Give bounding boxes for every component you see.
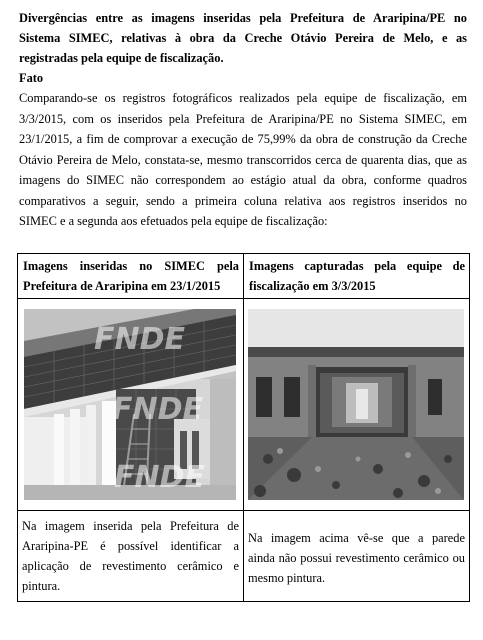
fiscalizacao-photo-cell xyxy=(244,299,470,511)
caption-line: mesmo pintura. xyxy=(248,571,326,585)
simec-building-photo xyxy=(24,309,236,500)
caption-line: ainda não possui revestimento cerâmico ou xyxy=(248,551,465,565)
header-line: Imagens capturadas pela equipe de xyxy=(249,259,465,273)
simec-caption xyxy=(18,511,244,602)
heading-line: Sistema SIMEC, relativas à obra da Creche Otávio Pereira de Melo, e as xyxy=(19,31,467,45)
header-line: Prefeitura de Araripina em 23/1/2015 xyxy=(23,279,221,293)
fiscalizacao-building-photo xyxy=(248,309,464,500)
paragraph-line: comparativos a seguir, sendo a primeira coluna relativa aos registros inseridos no xyxy=(19,193,467,208)
fnde-watermark: FNDE xyxy=(114,460,205,495)
body-paragraph xyxy=(19,88,467,232)
paragraph-line: SIMEC e a segunda aos efetuados pela equipe de fiscalização: xyxy=(19,214,328,228)
heading-line: Divergências entre as imagens inseridas pela Prefeitura de Araripina/PE no xyxy=(19,11,467,25)
paragraph-line: 3/3/2015, com os inseridos pela Prefeitura de Araripina/PE no Sistema SIMEC, em xyxy=(19,111,467,126)
column-header-fiscalizacao xyxy=(244,254,470,299)
paragraph-line: 23/1/2015, a fim de comprovar a execução de 75,99% da obra de construção da Creche xyxy=(19,132,467,146)
caption-line: Araripina-PE é possível identificar a xyxy=(22,539,239,553)
section-heading xyxy=(19,8,467,68)
header-line: fiscalização em 3/3/2015 xyxy=(249,279,376,293)
heading-line: registradas pela equipe de fiscalização. xyxy=(19,51,224,65)
table-image-row xyxy=(18,299,470,511)
paragraph-line: Comparando-se os registros fotográficos realizados pela equipe de fiscalização, em xyxy=(19,91,467,105)
column-header-simec xyxy=(18,254,244,299)
paragraph-line: imagens do SIMEC não correspondem ao estágio atual da obra, conforme quadros xyxy=(19,173,467,187)
table-header-row xyxy=(18,254,470,299)
table-caption-row xyxy=(18,511,470,602)
caption-line: aplicação de revestimento cerâmico e xyxy=(22,559,239,573)
caption-line: Na imagem inserida pela Prefeitura de xyxy=(22,519,239,533)
fiscalizacao-caption xyxy=(244,511,470,602)
caption-line: pintura. xyxy=(22,579,61,593)
comparison-table xyxy=(17,253,470,602)
paragraph-line: Otávio Pereira de Melo, constata-se, mesmo transcorridos cerca de quarenta dias, que as xyxy=(19,152,467,167)
simec-photo-cell xyxy=(18,299,244,511)
document-page xyxy=(19,8,467,232)
caption-line: Na imagem acima vê-se que a parede xyxy=(248,531,465,545)
fnde-watermark: FNDE xyxy=(112,392,203,427)
fnde-watermark: FNDE xyxy=(94,322,185,357)
header-line: Imagens inseridas no SIMEC pela xyxy=(23,259,239,273)
fato-subheading: Fato xyxy=(19,71,44,85)
